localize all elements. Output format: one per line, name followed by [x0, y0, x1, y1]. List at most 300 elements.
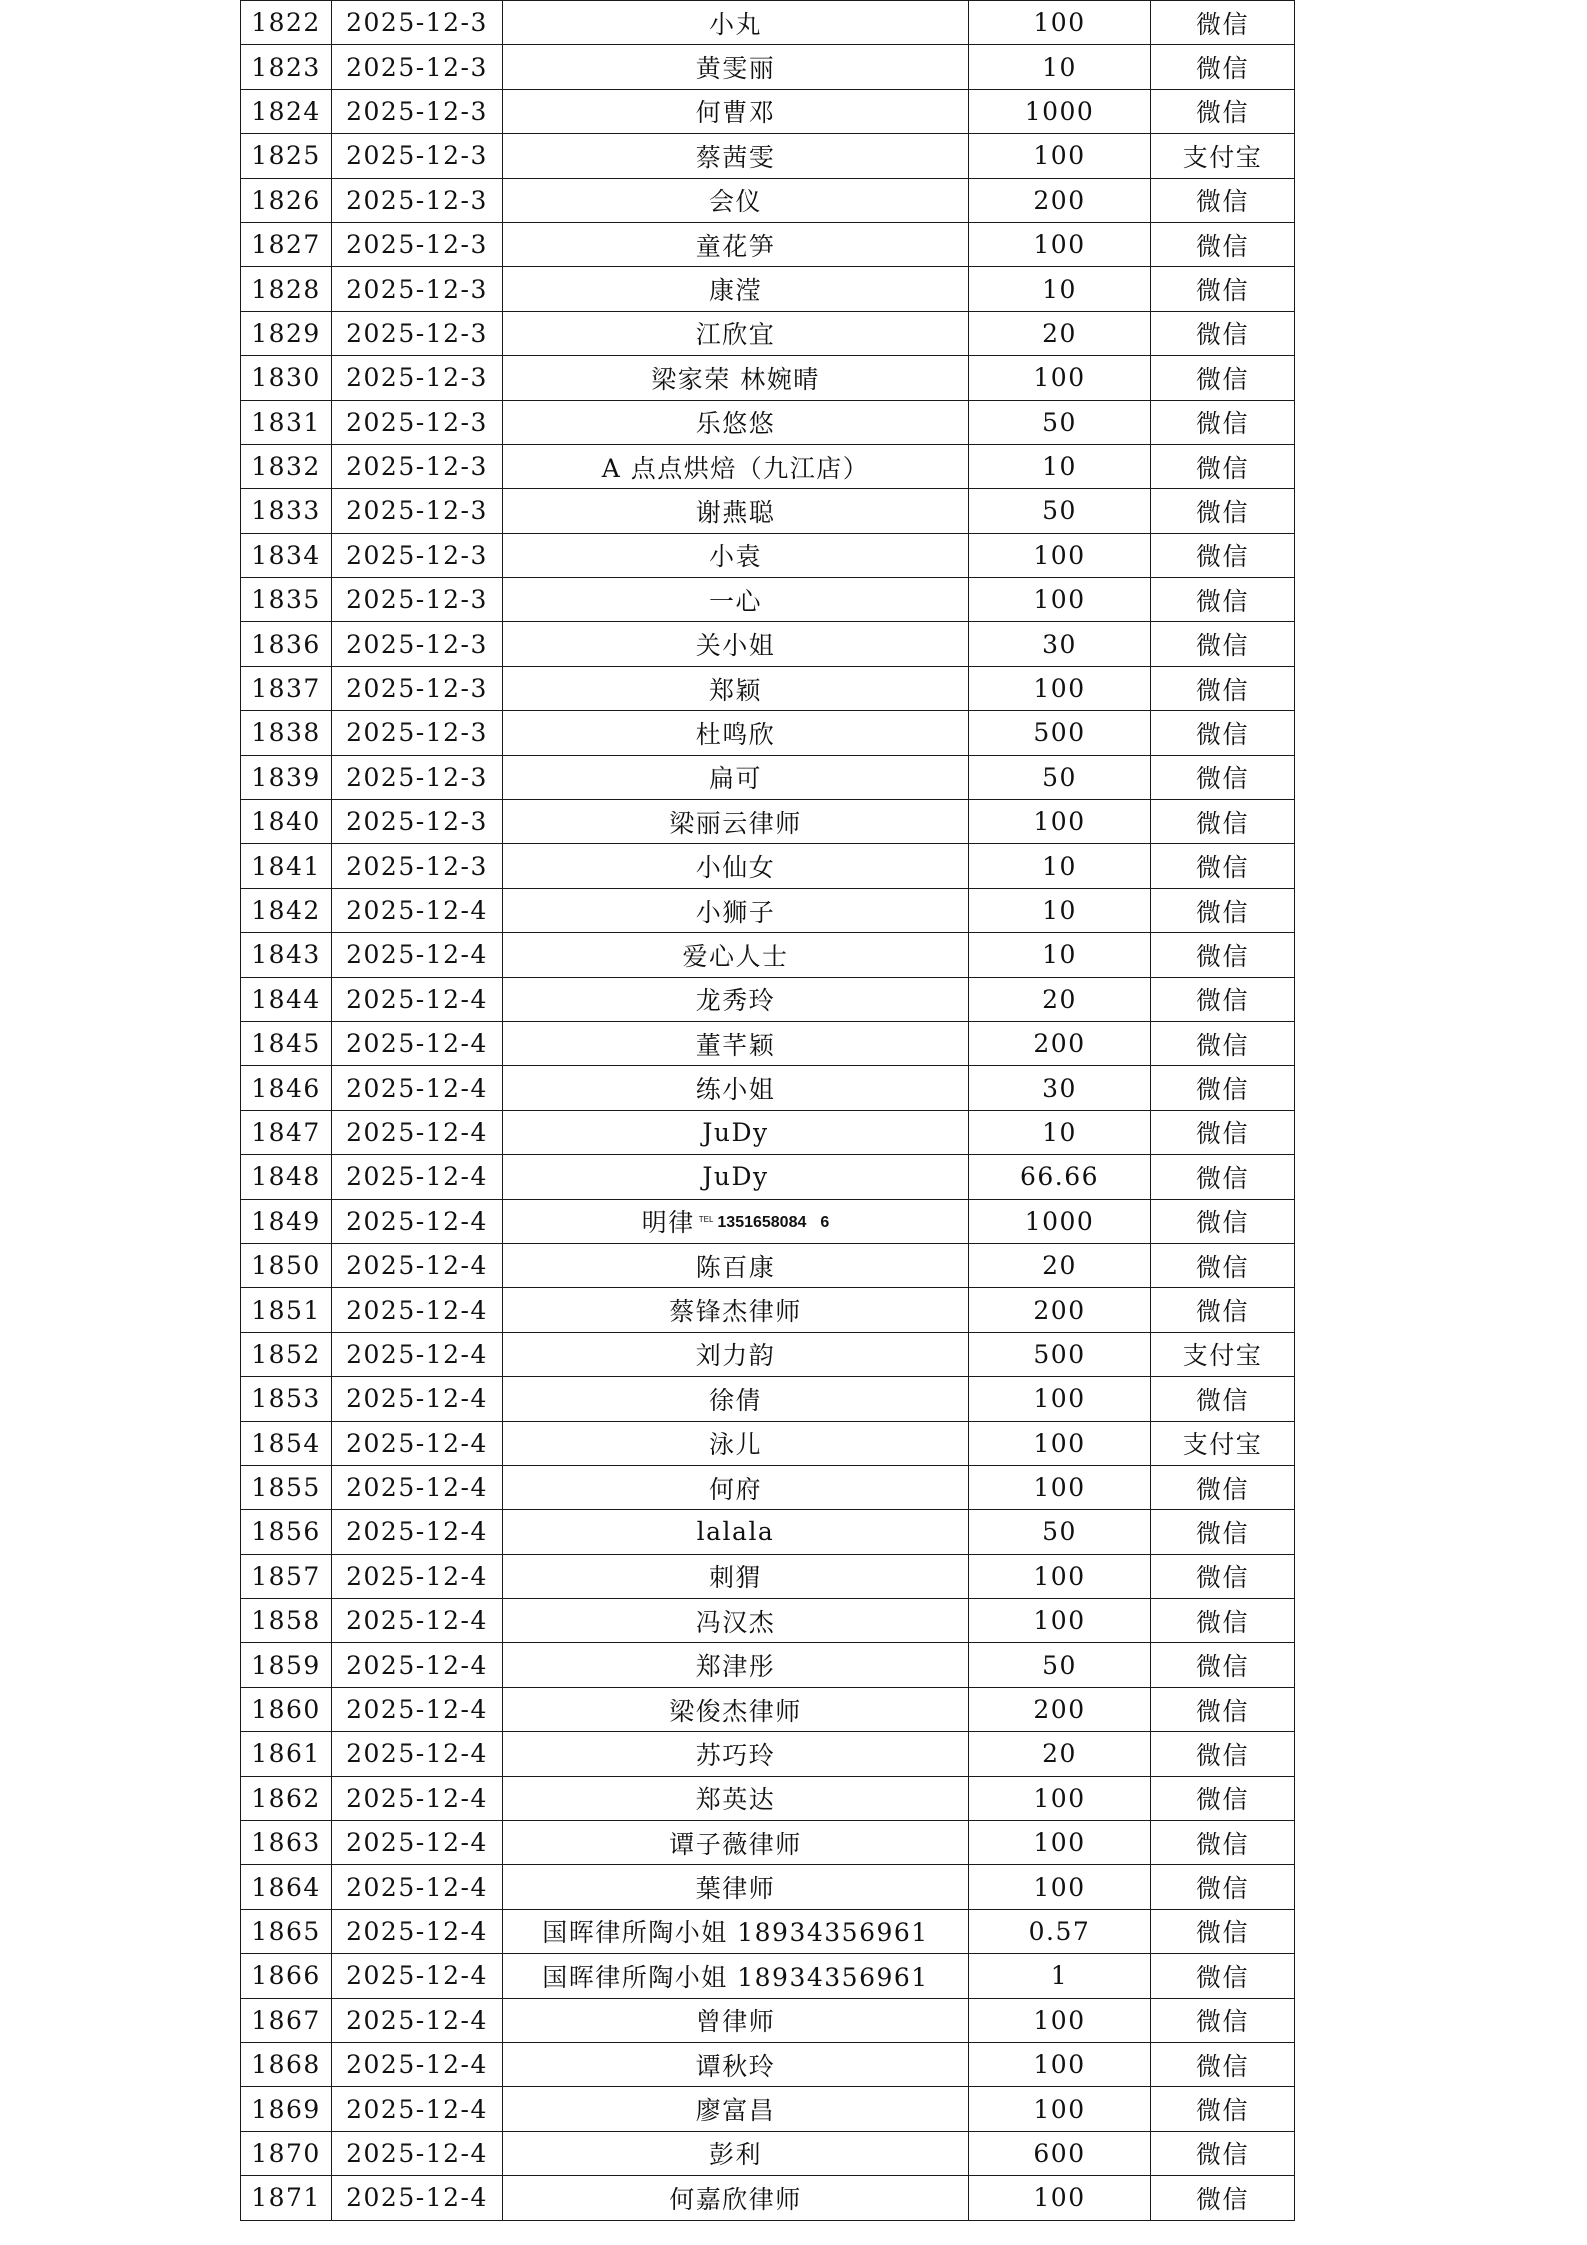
donor-name-cell: 何府 [503, 1465, 969, 1509]
payment-method-cell: 微信 [1151, 444, 1295, 488]
payment-method-cell: 微信 [1151, 1155, 1295, 1199]
table-row [241, 1421, 1295, 1465]
table-row [241, 1865, 1295, 1909]
table-row [241, 311, 1295, 355]
date-cell: 2025-12-4 [332, 888, 503, 932]
amount-cell: 600 [969, 2131, 1151, 2175]
donor-name-cell: 小丸 [503, 1, 969, 45]
row-number-cell: 1850 [241, 1243, 332, 1287]
amount-cell: 200 [969, 1687, 1151, 1731]
donor-name-cell: 廖富昌 [503, 2087, 969, 2131]
row-number-cell: 1846 [241, 1066, 332, 1110]
table-row [241, 89, 1295, 133]
payment-method-cell: 微信 [1151, 622, 1295, 666]
payment-method-cell: 微信 [1151, 222, 1295, 266]
date-cell: 2025-12-4 [332, 1465, 503, 1509]
donor-name-cell: 蔡锋杰律师 [503, 1288, 969, 1332]
row-number-cell: 1853 [241, 1377, 332, 1421]
table-row [241, 1687, 1295, 1731]
date-cell: 2025-12-3 [332, 444, 503, 488]
date-cell: 2025-12-3 [332, 178, 503, 222]
table-row [241, 844, 1295, 888]
table-row [241, 1954, 1295, 1998]
row-number-cell: 1868 [241, 2042, 332, 2086]
payment-method-cell: 微信 [1151, 1998, 1295, 2042]
table-row [241, 2087, 1295, 2131]
payment-method-cell: 微信 [1151, 1243, 1295, 1287]
row-number-cell: 1835 [241, 578, 332, 622]
donor-name: 明律 [641, 1208, 695, 1238]
payment-method-cell: 微信 [1151, 1199, 1295, 1243]
payment-method-cell: 支付宝 [1151, 1332, 1295, 1376]
table-row [241, 1332, 1295, 1376]
payment-method-cell: 微信 [1151, 1, 1295, 45]
amount-cell: 100 [969, 1465, 1151, 1509]
payment-method-cell: 微信 [1151, 1288, 1295, 1332]
date-cell: 2025-12-3 [332, 711, 503, 755]
table-row [241, 1243, 1295, 1287]
row-number-cell: 1843 [241, 933, 332, 977]
row-number-cell: 1832 [241, 444, 332, 488]
table-row [241, 134, 1295, 178]
amount-cell: 500 [969, 711, 1151, 755]
amount-cell: 100 [969, 1554, 1151, 1598]
amount-cell: 10 [969, 444, 1151, 488]
donor-name-cell: 龙秀玲 [503, 977, 969, 1021]
row-number-cell: 1838 [241, 711, 332, 755]
payment-method-cell: 微信 [1151, 1821, 1295, 1865]
amount-cell: 200 [969, 1288, 1151, 1332]
payment-method-cell: 微信 [1151, 1865, 1295, 1909]
payment-method-cell: 微信 [1151, 89, 1295, 133]
amount-cell: 1000 [969, 1199, 1151, 1243]
amount-cell: 100 [969, 666, 1151, 710]
payment-method-cell: 微信 [1151, 489, 1295, 533]
amount-cell: 100 [969, 2087, 1151, 2131]
payment-method-cell: 微信 [1151, 2042, 1295, 2086]
payment-method-cell: 微信 [1151, 1510, 1295, 1554]
amount-cell: 200 [969, 1021, 1151, 1065]
date-cell: 2025-12-3 [332, 311, 503, 355]
payment-method-cell: 微信 [1151, 2131, 1295, 2175]
table-row [241, 45, 1295, 89]
amount-cell: 10 [969, 888, 1151, 932]
table-row [241, 1377, 1295, 1421]
row-number-cell: 1826 [241, 178, 332, 222]
amount-cell: 100 [969, 1, 1151, 45]
payment-method-cell: 微信 [1151, 2176, 1295, 2220]
table-row [241, 222, 1295, 266]
date-cell: 2025-12-4 [332, 1377, 503, 1421]
table-row [241, 1599, 1295, 1643]
row-number-cell: 1854 [241, 1421, 332, 1465]
payment-method-cell: 微信 [1151, 933, 1295, 977]
row-number-cell: 1851 [241, 1288, 332, 1332]
donor-name-cell: 冯汉杰 [503, 1599, 969, 1643]
amount-cell: 100 [969, 1776, 1151, 1820]
amount-cell: 1000 [969, 89, 1151, 133]
date-cell: 2025-12-4 [332, 2087, 503, 2131]
row-number-cell: 1855 [241, 1465, 332, 1509]
payment-method-cell: 支付宝 [1151, 1421, 1295, 1465]
amount-cell: 30 [969, 622, 1151, 666]
payment-method-cell: 微信 [1151, 1954, 1295, 1998]
table-row [241, 1554, 1295, 1598]
donor-name-cell: 黄雯丽 [503, 45, 969, 89]
amount-cell: 200 [969, 178, 1151, 222]
date-cell: 2025-12-4 [332, 1687, 503, 1731]
amount-cell: 10 [969, 844, 1151, 888]
table-row [241, 977, 1295, 1021]
donor-name-cell: 童花笋 [503, 222, 969, 266]
payment-method-cell: 微信 [1151, 1776, 1295, 1820]
row-number-cell: 1834 [241, 533, 332, 577]
amount-cell: 100 [969, 222, 1151, 266]
table-row [241, 1021, 1295, 1065]
table-row [241, 1110, 1295, 1154]
row-number-cell: 1852 [241, 1332, 332, 1376]
payment-method-cell: 微信 [1151, 178, 1295, 222]
table-row [241, 888, 1295, 932]
table-row [241, 444, 1295, 488]
donor-name-cell: 康滢 [503, 267, 969, 311]
donor-name-cell: 苏巧玲 [503, 1732, 969, 1776]
row-number-cell: 1845 [241, 1021, 332, 1065]
table-row [241, 622, 1295, 666]
row-number-cell: 1827 [241, 222, 332, 266]
donor-name-cell: 刘力韵 [503, 1332, 969, 1376]
date-cell: 2025-12-4 [332, 1776, 503, 1820]
donor-name-cell: 徐倩 [503, 1377, 969, 1421]
date-cell: 2025-12-3 [332, 222, 503, 266]
date-cell: 2025-12-3 [332, 800, 503, 844]
date-cell: 2025-12-4 [332, 1998, 503, 2042]
row-number-cell: 1847 [241, 1110, 332, 1154]
date-cell: 2025-12-4 [332, 1066, 503, 1110]
row-number-cell: 1829 [241, 311, 332, 355]
donor-name-cell: 小袁 [503, 533, 969, 577]
amount-cell: 100 [969, 134, 1151, 178]
row-number-cell: 1842 [241, 888, 332, 932]
date-cell: 2025-12-3 [332, 89, 503, 133]
date-cell: 2025-12-4 [332, 1288, 503, 1332]
row-number-cell: 1856 [241, 1510, 332, 1554]
donor-name-cell: A 点点烘焙（九江店） [503, 444, 969, 488]
amount-cell: 100 [969, 578, 1151, 622]
row-number-cell: 1870 [241, 2131, 332, 2175]
amount-cell: 10 [969, 267, 1151, 311]
row-number-cell: 1867 [241, 1998, 332, 2042]
payment-method-cell: 微信 [1151, 800, 1295, 844]
row-number-cell: 1825 [241, 134, 332, 178]
date-cell: 2025-12-3 [332, 578, 503, 622]
date-cell: 2025-12-3 [332, 755, 503, 799]
date-cell: 2025-12-4 [332, 1155, 503, 1199]
date-cell: 2025-12-3 [332, 267, 503, 311]
date-cell: 2025-12-4 [332, 1821, 503, 1865]
row-number-cell: 1865 [241, 1909, 332, 1953]
donation-ledger-table [240, 0, 1295, 2221]
payment-method-cell: 微信 [1151, 844, 1295, 888]
date-cell: 2025-12-4 [332, 1421, 503, 1465]
donor-name-cell: 小狮子 [503, 888, 969, 932]
amount-cell: 10 [969, 933, 1151, 977]
row-number-cell: 1841 [241, 844, 332, 888]
table-row [241, 533, 1295, 577]
donor-name-cell: 一心 [503, 578, 969, 622]
payment-method-cell: 微信 [1151, 1110, 1295, 1154]
row-number-cell: 1837 [241, 666, 332, 710]
row-number-cell: 1857 [241, 1554, 332, 1598]
payment-method-cell: 微信 [1151, 267, 1295, 311]
payment-method-cell: 微信 [1151, 1465, 1295, 1509]
row-number-cell: 1824 [241, 89, 332, 133]
table-row [241, 666, 1295, 710]
amount-cell: 0.57 [969, 1909, 1151, 1953]
table-row [241, 2042, 1295, 2086]
amount-cell: 100 [969, 1998, 1151, 2042]
row-number-cell: 1858 [241, 1599, 332, 1643]
table-row [241, 400, 1295, 444]
table-row [241, 1776, 1295, 1820]
amount-cell: 1 [969, 1954, 1151, 1998]
date-cell: 2025-12-4 [332, 1243, 503, 1287]
payment-method-cell: 支付宝 [1151, 134, 1295, 178]
amount-cell: 100 [969, 2042, 1151, 2086]
table-row [241, 178, 1295, 222]
table-row [241, 1288, 1295, 1332]
donor-name-cell: JuDy [503, 1110, 969, 1154]
donor-name-cell: 练小姐 [503, 1066, 969, 1110]
ledger-body [241, 1, 1295, 2221]
date-cell: 2025-12-4 [332, 2176, 503, 2220]
donor-name-cell: 梁家荣 林婉晴 [503, 356, 969, 400]
date-cell: 2025-12-4 [332, 933, 503, 977]
payment-method-cell: 微信 [1151, 533, 1295, 577]
payment-method-cell: 微信 [1151, 1021, 1295, 1065]
table-row [241, 1, 1295, 45]
date-cell: 2025-12-4 [332, 1909, 503, 1953]
donor-name-cell: 国晖律所陶小姐 18934356961 [503, 1954, 969, 1998]
table-row [241, 1909, 1295, 1953]
table-row [241, 1643, 1295, 1687]
amount-cell: 100 [969, 800, 1151, 844]
row-number-cell: 1862 [241, 1776, 332, 1820]
donor-name-cell: 谭秋玲 [503, 2042, 969, 2086]
payment-method-cell: 微信 [1151, 711, 1295, 755]
donor-name-cell: 小仙女 [503, 844, 969, 888]
payment-method-cell: 微信 [1151, 1066, 1295, 1110]
date-cell: 2025-12-3 [332, 533, 503, 577]
table-row [241, 1066, 1295, 1110]
amount-cell: 20 [969, 1732, 1151, 1776]
donor-name-cell: 陈百康 [503, 1243, 969, 1287]
amount-cell: 100 [969, 1377, 1151, 1421]
row-number-cell: 1830 [241, 356, 332, 400]
table-row [241, 267, 1295, 311]
donor-name-cell: 郑英达 [503, 1776, 969, 1820]
row-number-cell: 1869 [241, 2087, 332, 2131]
amount-cell: 50 [969, 1510, 1151, 1554]
date-cell: 2025-12-3 [332, 45, 503, 89]
amount-cell: 100 [969, 1421, 1151, 1465]
date-cell: 2025-12-4 [332, 2042, 503, 2086]
table-row [241, 2131, 1295, 2175]
row-number-cell: 1831 [241, 400, 332, 444]
date-cell: 2025-12-4 [332, 977, 503, 1021]
amount-cell: 66.66 [969, 1155, 1151, 1199]
date-cell: 2025-12-4 [332, 1599, 503, 1643]
table-row [241, 1199, 1295, 1243]
row-number-cell: 1844 [241, 977, 332, 1021]
donor-name-cell: 梁丽云律师 [503, 800, 969, 844]
table-row [241, 356, 1295, 400]
table-row [241, 755, 1295, 799]
donor-name-cell: 董芊颖 [503, 1021, 969, 1065]
donor-name-cell: 乐悠悠 [503, 400, 969, 444]
table-row [241, 489, 1295, 533]
amount-cell: 50 [969, 489, 1151, 533]
date-cell: 2025-12-3 [332, 489, 503, 533]
table-row [241, 1998, 1295, 2042]
row-number-cell: 1839 [241, 755, 332, 799]
donor-name-cell: 会仪 [503, 178, 969, 222]
amount-cell: 20 [969, 977, 1151, 1021]
donor-name-cell: 杜鸣欣 [503, 711, 969, 755]
row-number-cell: 1861 [241, 1732, 332, 1776]
tel-number: 1351658084 [717, 1214, 807, 1232]
donor-name-cell: 泳儿 [503, 1421, 969, 1465]
donor-name-cell: 何曹邓 [503, 89, 969, 133]
row-number-cell: 1828 [241, 267, 332, 311]
date-cell: 2025-12-4 [332, 1199, 503, 1243]
payment-method-cell: 微信 [1151, 666, 1295, 710]
date-cell: 2025-12-3 [332, 400, 503, 444]
donor-name-cell: 谭子薇律师 [503, 1821, 969, 1865]
row-number-cell: 1864 [241, 1865, 332, 1909]
date-cell: 2025-12-4 [332, 1643, 503, 1687]
tel-label: TEL [698, 1215, 714, 1225]
date-cell: 2025-12-4 [332, 1332, 503, 1376]
amount-cell: 100 [969, 1599, 1151, 1643]
date-cell: 2025-12-4 [332, 1510, 503, 1554]
date-cell: 2025-12-4 [332, 1021, 503, 1065]
date-cell: 2025-12-3 [332, 356, 503, 400]
amount-cell: 10 [969, 1110, 1151, 1154]
donor-name-cell: 国晖律所陶小姐 18934356961 [503, 1909, 969, 1953]
table-row [241, 711, 1295, 755]
donor-name-cell: 梁俊杰律师 [503, 1687, 969, 1731]
row-number-cell: 1860 [241, 1687, 332, 1731]
row-number-cell: 1822 [241, 1, 332, 45]
donor-name-cell: 刺猬 [503, 1554, 969, 1598]
table-row [241, 1510, 1295, 1554]
donor-name-cell [503, 1199, 969, 1243]
table-row [241, 1155, 1295, 1199]
row-number-cell: 1836 [241, 622, 332, 666]
date-cell: 2025-12-4 [332, 1554, 503, 1598]
donor-name-cell: 何嘉欣律师 [503, 2176, 969, 2220]
payment-method-cell: 微信 [1151, 311, 1295, 355]
table-row [241, 1821, 1295, 1865]
date-cell: 2025-12-3 [332, 134, 503, 178]
payment-method-cell: 微信 [1151, 1909, 1295, 1953]
amount-cell: 50 [969, 400, 1151, 444]
donor-name-cell: 曾律师 [503, 1998, 969, 2042]
table-row [241, 933, 1295, 977]
amount-cell: 30 [969, 1066, 1151, 1110]
table-row [241, 800, 1295, 844]
donor-name-cell: 江欣宜 [503, 311, 969, 355]
payment-method-cell: 微信 [1151, 1643, 1295, 1687]
amount-cell: 100 [969, 1821, 1151, 1865]
row-number-cell: 1823 [241, 45, 332, 89]
donor-name-cell: 郑津彤 [503, 1643, 969, 1687]
row-number-cell: 1866 [241, 1954, 332, 1998]
donor-name-cell: 彭利 [503, 2131, 969, 2175]
amount-cell: 20 [969, 311, 1151, 355]
date-cell: 2025-12-3 [332, 844, 503, 888]
amount-cell: 50 [969, 1643, 1151, 1687]
table-row [241, 1732, 1295, 1776]
payment-method-cell: 微信 [1151, 400, 1295, 444]
row-number-cell: 1871 [241, 2176, 332, 2220]
date-cell: 2025-12-4 [332, 1954, 503, 1998]
payment-method-cell: 微信 [1151, 1377, 1295, 1421]
amount-cell: 100 [969, 1865, 1151, 1909]
date-cell: 2025-12-4 [332, 1732, 503, 1776]
payment-method-cell: 微信 [1151, 755, 1295, 799]
donor-name-cell: JuDy [503, 1155, 969, 1199]
payment-method-cell: 微信 [1151, 1732, 1295, 1776]
row-number-cell: 1840 [241, 800, 332, 844]
donor-name-cell: 谢燕聪 [503, 489, 969, 533]
date-cell: 2025-12-3 [332, 1, 503, 45]
amount-cell: 10 [969, 45, 1151, 89]
payment-method-cell: 微信 [1151, 1599, 1295, 1643]
donor-name-cell: lalala [503, 1510, 969, 1554]
date-cell: 2025-12-4 [332, 1110, 503, 1154]
donor-name-cell: 爱心人士 [503, 933, 969, 977]
donor-name-cell: 郑颖 [503, 666, 969, 710]
donor-name-cell: 关小姐 [503, 622, 969, 666]
amount-cell: 20 [969, 1243, 1151, 1287]
donor-name-cell: 蔡茜雯 [503, 134, 969, 178]
amount-cell: 100 [969, 356, 1151, 400]
payment-method-cell: 微信 [1151, 578, 1295, 622]
date-cell: 2025-12-4 [332, 1865, 503, 1909]
payment-method-cell: 微信 [1151, 1554, 1295, 1598]
table-row [241, 578, 1295, 622]
payment-method-cell: 微信 [1151, 356, 1295, 400]
amount-cell: 500 [969, 1332, 1151, 1376]
date-cell: 2025-12-4 [332, 2131, 503, 2175]
amount-cell: 100 [969, 2176, 1151, 2220]
payment-method-cell: 微信 [1151, 888, 1295, 932]
row-number-cell: 1859 [241, 1643, 332, 1687]
row-number-cell: 1833 [241, 489, 332, 533]
table-row [241, 1465, 1295, 1509]
row-number-cell: 1848 [241, 1155, 332, 1199]
payment-method-cell: 微信 [1151, 45, 1295, 89]
row-number-cell: 1863 [241, 1821, 332, 1865]
amount-cell: 50 [969, 755, 1151, 799]
donor-name-cell: 葉律师 [503, 1865, 969, 1909]
payment-method-cell: 微信 [1151, 977, 1295, 1021]
table-row [241, 2176, 1295, 2220]
date-cell: 2025-12-3 [332, 666, 503, 710]
row-number-cell: 1849 [241, 1199, 332, 1243]
